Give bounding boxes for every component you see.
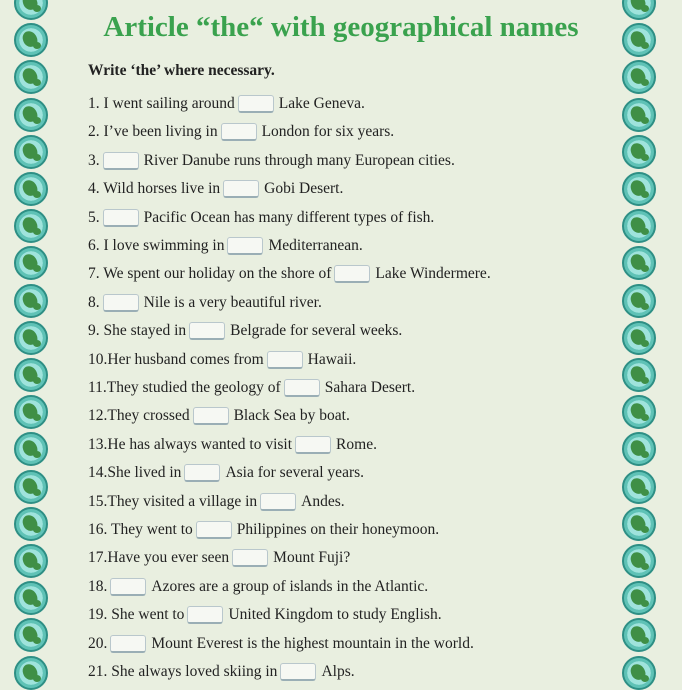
question-rest: Gobi Desert. bbox=[264, 180, 344, 198]
question-rest: Philippines on their honeymoon. bbox=[236, 521, 440, 538]
question-rest: Nile is a very beautiful river. bbox=[143, 293, 322, 311]
question-text: 9. She stayed in bbox=[88, 322, 187, 340]
question-text: 20. bbox=[88, 634, 108, 652]
question-text: 7. We spent our holiday on the shore of bbox=[88, 265, 332, 283]
globe-icon bbox=[622, 135, 656, 169]
question-text: 13.He has always wanted to visit bbox=[88, 435, 293, 453]
globe-icon bbox=[14, 60, 48, 94]
globe-icon bbox=[14, 284, 48, 318]
answer-blank[interactable] bbox=[238, 95, 274, 113]
question-item bbox=[88, 316, 402, 340]
answer-blank[interactable] bbox=[103, 294, 139, 312]
question-text: 3. bbox=[88, 151, 100, 169]
question-text: 17.Have you ever seen bbox=[88, 549, 230, 567]
answer-blank[interactable] bbox=[227, 237, 263, 255]
question-rest: Pacific Ocean has many different types of fish. bbox=[143, 208, 435, 226]
globe-icon bbox=[14, 432, 48, 466]
question-text: 5. bbox=[88, 208, 100, 226]
globe-icon bbox=[622, 656, 656, 690]
question-text: 12.They crossed bbox=[88, 407, 190, 425]
question-item bbox=[88, 117, 394, 141]
answer-blank[interactable] bbox=[295, 436, 331, 454]
question-item bbox=[88, 231, 363, 255]
globe-icon bbox=[622, 395, 656, 429]
answer-blank[interactable] bbox=[187, 606, 223, 624]
question-item bbox=[88, 373, 415, 397]
question-text: 15.They visited a village in bbox=[88, 492, 258, 510]
question-item bbox=[88, 515, 439, 539]
question-item bbox=[88, 401, 350, 425]
instructions: Write ‘the’ where necessary. bbox=[88, 62, 275, 79]
globe-icon bbox=[14, 507, 48, 541]
question-item bbox=[88, 572, 428, 596]
globe-icon bbox=[14, 470, 48, 504]
globe-icon bbox=[622, 321, 656, 355]
answer-blank[interactable] bbox=[110, 635, 146, 653]
question-rest: Mediterranean. bbox=[268, 237, 363, 254]
question-text: 18. bbox=[88, 577, 108, 595]
right-globe-border bbox=[622, 0, 658, 684]
question-rest: Rome. bbox=[336, 435, 377, 453]
globe-icon bbox=[14, 395, 48, 429]
question-rest: Hawaii. bbox=[307, 350, 357, 368]
question-item bbox=[88, 543, 350, 567]
question-rest: London for six years. bbox=[261, 123, 395, 141]
question-rest: Sahara Desert. bbox=[324, 379, 416, 396]
globe-icon bbox=[14, 544, 48, 578]
question-item bbox=[88, 487, 345, 511]
answer-blank[interactable] bbox=[221, 123, 257, 141]
globe-icon bbox=[622, 470, 656, 504]
question-rest: Belgrade for several weeks. bbox=[230, 322, 403, 340]
globe-icon bbox=[622, 60, 656, 94]
question-item bbox=[88, 345, 356, 369]
answer-blank[interactable] bbox=[267, 351, 303, 369]
question-rest: Lake Windermere. bbox=[375, 265, 491, 283]
answer-blank[interactable] bbox=[184, 464, 220, 482]
globe-icon bbox=[622, 507, 656, 541]
globe-icon bbox=[622, 284, 656, 318]
question-item bbox=[88, 430, 377, 454]
question-rest: Azores are a group of islands in the Atlantic. bbox=[151, 577, 429, 595]
globe-icon bbox=[622, 432, 656, 466]
question-item bbox=[88, 146, 455, 170]
answer-blank[interactable] bbox=[223, 180, 259, 198]
globe-icon bbox=[14, 209, 48, 243]
question-rest: Mount Fuji? bbox=[273, 549, 351, 567]
answer-blank[interactable] bbox=[196, 521, 232, 539]
answer-blank[interactable] bbox=[232, 549, 268, 567]
question-rest: United Kingdom to study English. bbox=[228, 606, 442, 624]
answer-blank[interactable] bbox=[260, 493, 296, 511]
globe-icon bbox=[622, 358, 656, 392]
question-item bbox=[88, 657, 355, 681]
globe-icon bbox=[14, 246, 48, 280]
globe-icon bbox=[14, 581, 48, 615]
answer-blank[interactable] bbox=[189, 322, 225, 340]
question-text: 14.She lived in bbox=[88, 464, 182, 482]
globe-icon bbox=[622, 618, 656, 652]
question-rest: Alps. bbox=[321, 663, 355, 680]
globe-icon bbox=[14, 618, 48, 652]
question-rest: Mount Everest is the highest mountain in the world. bbox=[151, 634, 474, 652]
globe-icon bbox=[622, 172, 656, 206]
question-text: 6. I love swimming in bbox=[88, 237, 225, 254]
question-text: 2. I’ve been living in bbox=[88, 123, 218, 141]
answer-blank[interactable] bbox=[103, 152, 139, 170]
globe-icon bbox=[622, 209, 656, 243]
left-globe-border bbox=[14, 0, 50, 684]
question-item bbox=[88, 203, 434, 227]
page-title: Article “the“ with geographical names bbox=[103, 11, 579, 43]
question-rest: Lake Geneva. bbox=[278, 95, 365, 112]
question-text: 10.Her husband comes from bbox=[88, 350, 264, 368]
question-text: 19. She went to bbox=[88, 606, 185, 624]
answer-blank[interactable] bbox=[110, 578, 146, 596]
question-text: 8. bbox=[88, 293, 100, 311]
question-rest: Asia for several years. bbox=[225, 464, 365, 482]
question-item bbox=[88, 458, 364, 482]
globe-icon bbox=[14, 172, 48, 206]
answer-blank[interactable] bbox=[284, 379, 320, 397]
globe-icon bbox=[622, 98, 656, 132]
question-item bbox=[88, 174, 343, 198]
answer-blank[interactable] bbox=[193, 407, 229, 425]
globe-icon bbox=[14, 98, 48, 132]
question-item bbox=[88, 288, 322, 312]
question-text: 21. She always loved skiing in bbox=[88, 663, 278, 680]
question-text: 1. I went sailing around bbox=[88, 95, 235, 112]
globe-icon bbox=[14, 358, 48, 392]
question-text: 16. They went to bbox=[88, 521, 193, 538]
question-item bbox=[88, 629, 474, 653]
globe-icon bbox=[622, 544, 656, 578]
answer-blank[interactable] bbox=[334, 265, 370, 283]
question-item bbox=[88, 259, 491, 283]
globe-icon bbox=[14, 135, 48, 169]
globe-icon bbox=[622, 581, 656, 615]
globe-icon bbox=[14, 321, 48, 355]
question-text: 4. Wild horses live in bbox=[88, 180, 221, 198]
question-rest: Andes. bbox=[301, 492, 345, 510]
globe-icon bbox=[14, 656, 48, 690]
question-rest: Black Sea by boat. bbox=[233, 407, 350, 425]
answer-blank[interactable] bbox=[280, 663, 316, 681]
question-item bbox=[88, 89, 365, 113]
question-rest: River Danube runs through many European cities. bbox=[143, 151, 455, 169]
question-item bbox=[88, 600, 442, 624]
globe-icon bbox=[622, 246, 656, 280]
answer-blank[interactable] bbox=[103, 209, 139, 227]
question-text: 11.They studied the geology of bbox=[88, 379, 281, 396]
